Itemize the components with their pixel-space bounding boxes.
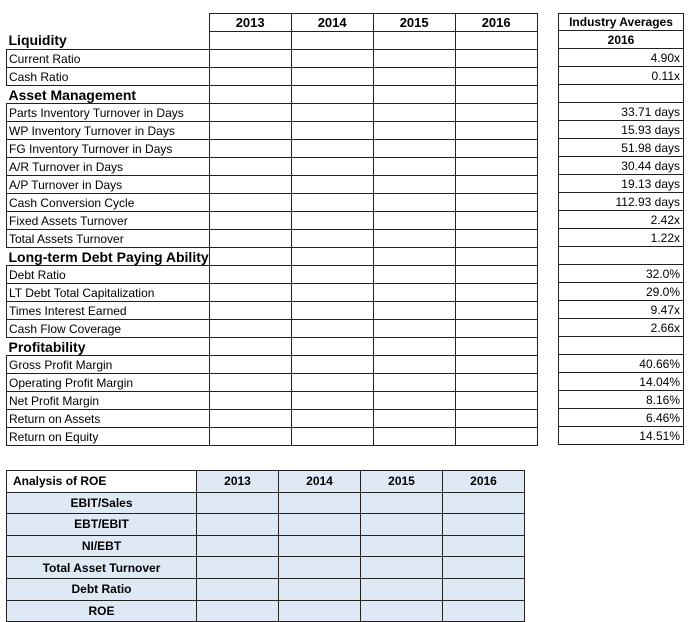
roe-row-label: Total Asset Turnover: [7, 557, 197, 579]
ratio-label: Operating Profit Margin: [7, 374, 210, 392]
roe-row: [7, 578, 525, 600]
industry-year: 2016: [559, 31, 684, 49]
ratio-row: [7, 50, 538, 68]
industry-row: [559, 391, 684, 409]
industry-row: [559, 319, 684, 337]
section-blank-cell: [209, 32, 291, 50]
year-header: 2014: [291, 14, 373, 32]
ratio-value-cell[interactable]: [373, 176, 455, 194]
roe-year-header: 2015: [361, 471, 443, 493]
ratio-label: Return on Equity: [7, 428, 210, 446]
ratio-value-cell[interactable]: [373, 392, 455, 410]
ratio-value-cell[interactable]: [209, 158, 291, 176]
corner-blank: [7, 14, 210, 32]
roe-value-cell[interactable]: [443, 600, 525, 622]
section-blank-cell: [291, 248, 373, 266]
roe-row-label: ROE: [7, 600, 197, 622]
ratio-value-cell[interactable]: [455, 428, 537, 446]
ratio-value-cell[interactable]: [209, 122, 291, 140]
section-blank-cell: [373, 86, 455, 104]
industry-row: [559, 157, 684, 175]
ratio-row: [7, 122, 538, 140]
ratio-value-cell[interactable]: [291, 410, 373, 428]
ratio-value-cell[interactable]: [291, 392, 373, 410]
ratio-value-cell[interactable]: [455, 50, 537, 68]
industry-row: [559, 229, 684, 247]
ratio-row: [7, 392, 538, 410]
roe-year-header: 2016: [443, 471, 525, 493]
industry-average-value: 30.44 days: [559, 157, 684, 175]
ratio-value-cell[interactable]: [209, 284, 291, 302]
ratio-value-cell[interactable]: [455, 320, 537, 338]
industry-average-value: 15.93 days: [559, 121, 684, 139]
year-header: 2013: [209, 14, 291, 32]
section-header-row: [7, 248, 538, 266]
roe-value-cell[interactable]: [197, 492, 279, 514]
ratio-value-cell[interactable]: [209, 320, 291, 338]
ratio-value-cell[interactable]: [373, 266, 455, 284]
ratio-row: [7, 104, 538, 122]
roe-analysis-table: [6, 470, 525, 622]
ratio-value-cell[interactable]: [455, 122, 537, 140]
roe-value-cell[interactable]: [279, 578, 361, 600]
ratio-value-cell[interactable]: [373, 230, 455, 248]
industry-section-spacer: [559, 85, 684, 103]
ratio-value-cell[interactable]: [291, 320, 373, 338]
ratio-value-cell[interactable]: [209, 410, 291, 428]
ratio-label: Times Interest Earned: [7, 302, 210, 320]
industry-average-value: 51.98 days: [559, 139, 684, 157]
ratio-label: Debt Ratio: [7, 266, 210, 284]
industry-average-value: 19.13 days: [559, 175, 684, 193]
industry-average-value: 9.47x: [559, 301, 684, 319]
ratio-label: Gross Profit Margin: [7, 356, 210, 374]
industry-row: [559, 175, 684, 193]
roe-row-label: NI/EBT: [7, 535, 197, 557]
roe-value-cell[interactable]: [197, 600, 279, 622]
section-blank-cell: [209, 338, 291, 356]
ratio-value-cell[interactable]: [209, 104, 291, 122]
industry-blank-cell: [559, 85, 684, 103]
roe-value-cell[interactable]: [443, 557, 525, 579]
ratio-value-cell[interactable]: [373, 194, 455, 212]
section-blank-cell: [209, 248, 291, 266]
industry-row: [559, 265, 684, 283]
ratio-value-cell[interactable]: [373, 140, 455, 158]
roe-value-cell[interactable]: [361, 514, 443, 536]
ratio-value-cell[interactable]: [455, 392, 537, 410]
ratio-row: [7, 284, 538, 302]
section-title: Asset Management: [7, 86, 210, 104]
roe-value-cell[interactable]: [361, 492, 443, 514]
ratio-label: A/P Turnover in Days: [7, 176, 210, 194]
section-blank-cell: [373, 32, 455, 50]
ratio-row: [7, 302, 538, 320]
ratio-value-cell[interactable]: [291, 230, 373, 248]
ratio-row: [7, 230, 538, 248]
ratio-value-cell[interactable]: [373, 122, 455, 140]
ratio-value-cell[interactable]: [373, 428, 455, 446]
ratio-value-cell[interactable]: [291, 356, 373, 374]
ratio-value-cell[interactable]: [373, 356, 455, 374]
industry-title: Industry Averages: [559, 14, 684, 31]
roe-row: [7, 600, 525, 622]
roe-row-label: Debt Ratio: [7, 578, 197, 600]
industry-row: [559, 211, 684, 229]
ratio-row: [7, 176, 538, 194]
industry-row: [559, 373, 684, 391]
ratio-table: [6, 13, 538, 446]
ratio-value-cell[interactable]: [209, 428, 291, 446]
section-blank-cell: [291, 32, 373, 50]
industry-average-value: 1.22x: [559, 229, 684, 247]
ratio-row: [7, 356, 538, 374]
ratio-label: LT Debt Total Capitalization: [7, 284, 210, 302]
ratio-row: [7, 428, 538, 446]
ratio-value-cell[interactable]: [455, 374, 537, 392]
ratio-row: [7, 68, 538, 86]
industry-row: [559, 355, 684, 373]
ratio-value-cell[interactable]: [209, 176, 291, 194]
ratio-value-cell[interactable]: [455, 302, 537, 320]
ratio-value-cell[interactable]: [455, 284, 537, 302]
section-blank-cell: [455, 248, 537, 266]
roe-title: Analysis of ROE: [7, 471, 197, 493]
ratio-label: Cash Ratio: [7, 68, 210, 86]
industry-average-value: 2.66x: [559, 319, 684, 337]
industry-row: [559, 301, 684, 319]
roe-value-cell[interactable]: [361, 578, 443, 600]
ratio-value-cell[interactable]: [373, 212, 455, 230]
ratio-value-cell[interactable]: [373, 50, 455, 68]
ratio-value-cell[interactable]: [455, 104, 537, 122]
industry-average-value: 14.04%: [559, 373, 684, 391]
ratio-value-cell[interactable]: [455, 176, 537, 194]
section-blank-cell: [455, 86, 537, 104]
roe-value-cell[interactable]: [443, 492, 525, 514]
ratio-value-cell[interactable]: [291, 302, 373, 320]
ratio-value-cell[interactable]: [373, 410, 455, 428]
industry-average-value: 40.66%: [559, 355, 684, 373]
section-title: Profitability: [7, 338, 210, 356]
ratio-value-cell[interactable]: [291, 374, 373, 392]
ratio-value-cell[interactable]: [209, 230, 291, 248]
ratio-value-cell[interactable]: [291, 428, 373, 446]
industry-average-value: 33.71 days: [559, 103, 684, 121]
ratio-value-cell[interactable]: [291, 68, 373, 86]
industry-row: [559, 49, 684, 67]
ratio-value-cell[interactable]: [209, 140, 291, 158]
ratio-value-cell[interactable]: [373, 320, 455, 338]
industry-averages-table: [558, 13, 684, 445]
ratio-value-cell[interactable]: [291, 140, 373, 158]
industry-average-value: 32.0%: [559, 265, 684, 283]
ratio-value-cell[interactable]: [455, 410, 537, 428]
ratio-label: Current Ratio: [7, 50, 210, 68]
ratio-value-cell[interactable]: [455, 158, 537, 176]
industry-row: [559, 427, 684, 445]
roe-value-cell[interactable]: [279, 557, 361, 579]
ratio-label: Net Profit Margin: [7, 392, 210, 410]
industry-average-value: 6.46%: [559, 409, 684, 427]
ratio-value-cell[interactable]: [209, 392, 291, 410]
ratio-label: Return on Assets: [7, 410, 210, 428]
roe-row: [7, 535, 525, 557]
roe-value-cell[interactable]: [197, 578, 279, 600]
roe-year-header: 2013: [197, 471, 279, 493]
ratio-row: [7, 140, 538, 158]
section-header-row: [7, 32, 538, 50]
roe-value-cell[interactable]: [197, 514, 279, 536]
ratio-value-cell[interactable]: [291, 122, 373, 140]
roe-value-cell[interactable]: [443, 535, 525, 557]
ratio-value-cell[interactable]: [291, 194, 373, 212]
section-blank-cell: [373, 338, 455, 356]
ratio-value-cell[interactable]: [209, 194, 291, 212]
roe-value-cell[interactable]: [361, 535, 443, 557]
ratio-value-cell[interactable]: [291, 284, 373, 302]
section-blank-cell: [209, 86, 291, 104]
ratio-value-cell[interactable]: [373, 284, 455, 302]
section-header-row: [7, 86, 538, 104]
ratio-label: WP Inventory Turnover in Days: [7, 122, 210, 140]
industry-row: [559, 139, 684, 157]
roe-value-cell[interactable]: [361, 557, 443, 579]
section-header-row: [7, 338, 538, 356]
ratio-label: Cash Conversion Cycle: [7, 194, 210, 212]
year-header: 2016: [455, 14, 537, 32]
ratio-value-cell[interactable]: [455, 212, 537, 230]
industry-average-value: 29.0%: [559, 283, 684, 301]
ratio-label: FG Inventory Turnover in Days: [7, 140, 210, 158]
ratio-body: [7, 32, 538, 446]
roe-value-cell[interactable]: [279, 600, 361, 622]
ratio-value-cell[interactable]: [455, 356, 537, 374]
ratio-value-cell[interactable]: [373, 104, 455, 122]
ratio-value-cell[interactable]: [373, 158, 455, 176]
ratio-value-cell[interactable]: [291, 104, 373, 122]
ratio-value-cell[interactable]: [209, 266, 291, 284]
industry-row: [559, 121, 684, 139]
ratio-label: Parts Inventory Turnover in Days: [7, 104, 210, 122]
industry-average-value: 8.16%: [559, 391, 684, 409]
ratio-value-cell[interactable]: [455, 194, 537, 212]
ratio-label: Fixed Assets Turnover: [7, 212, 210, 230]
ratio-value-cell[interactable]: [209, 68, 291, 86]
ratio-row: [7, 158, 538, 176]
roe-value-cell[interactable]: [197, 535, 279, 557]
roe-value-cell[interactable]: [443, 514, 525, 536]
ratio-value-cell[interactable]: [455, 140, 537, 158]
ratio-value-cell[interactable]: [209, 212, 291, 230]
ratio-label: A/R Turnover in Days: [7, 158, 210, 176]
ratio-row: [7, 194, 538, 212]
industry-row: [559, 283, 684, 301]
ratio-value-cell[interactable]: [373, 68, 455, 86]
ratio-value-cell[interactable]: [455, 230, 537, 248]
ratio-value-cell[interactable]: [373, 374, 455, 392]
industry-average-value: 4.90x: [559, 49, 684, 67]
ratio-row: [7, 212, 538, 230]
ratio-value-cell[interactable]: [373, 302, 455, 320]
roe-value-cell[interactable]: [361, 600, 443, 622]
ratio-value-cell[interactable]: [455, 266, 537, 284]
section-blank-cell: [373, 248, 455, 266]
industry-row: [559, 193, 684, 211]
industry-average-value: 0.11x: [559, 67, 684, 85]
section-blank-cell: [291, 86, 373, 104]
ratio-value-cell[interactable]: [209, 302, 291, 320]
industry-row: [559, 67, 684, 85]
ratio-value-cell[interactable]: [291, 158, 373, 176]
roe-row: [7, 557, 525, 579]
ratio-row: [7, 320, 538, 338]
industry-section-spacer: [559, 247, 684, 265]
roe-row-label: EBIT/Sales: [7, 492, 197, 514]
ratio-row: [7, 374, 538, 392]
roe-row: [7, 492, 525, 514]
industry-blank-cell: [559, 337, 684, 355]
ratio-value-cell[interactable]: [455, 68, 537, 86]
section-blank-cell: [455, 32, 537, 50]
ratio-label: Total Assets Turnover: [7, 230, 210, 248]
industry-year-row: [559, 31, 684, 49]
industry-section-spacer: [559, 337, 684, 355]
ratio-value-cell[interactable]: [209, 356, 291, 374]
roe-value-cell[interactable]: [443, 578, 525, 600]
ratio-label: Cash Flow Coverage: [7, 320, 210, 338]
roe-row: [7, 514, 525, 536]
section-title: Liquidity: [7, 32, 210, 50]
roe-year-header: 2014: [279, 471, 361, 493]
industry-blank-cell: [559, 247, 684, 265]
industry-average-value: 112.93 days: [559, 193, 684, 211]
ratio-row: [7, 266, 538, 284]
ratio-value-cell[interactable]: [291, 212, 373, 230]
roe-value-cell[interactable]: [279, 514, 361, 536]
section-blank-cell: [291, 338, 373, 356]
ratio-value-cell[interactable]: [291, 266, 373, 284]
roe-value-cell[interactable]: [279, 492, 361, 514]
ratio-value-cell[interactable]: [291, 176, 373, 194]
year-header: 2015: [373, 14, 455, 32]
roe-row-label: EBT/EBIT: [7, 514, 197, 536]
section-blank-cell: [455, 338, 537, 356]
ratio-row: [7, 410, 538, 428]
ratio-value-cell[interactable]: [291, 50, 373, 68]
roe-value-cell[interactable]: [279, 535, 361, 557]
industry-average-value: 14.51%: [559, 427, 684, 445]
industry-average-value: 2.42x: [559, 211, 684, 229]
ratio-value-cell[interactable]: [209, 50, 291, 68]
roe-value-cell[interactable]: [197, 557, 279, 579]
industry-row: [559, 103, 684, 121]
section-title: Long-term Debt Paying Ability: [8, 248, 209, 265]
ratio-value-cell[interactable]: [209, 374, 291, 392]
industry-row: [559, 409, 684, 427]
